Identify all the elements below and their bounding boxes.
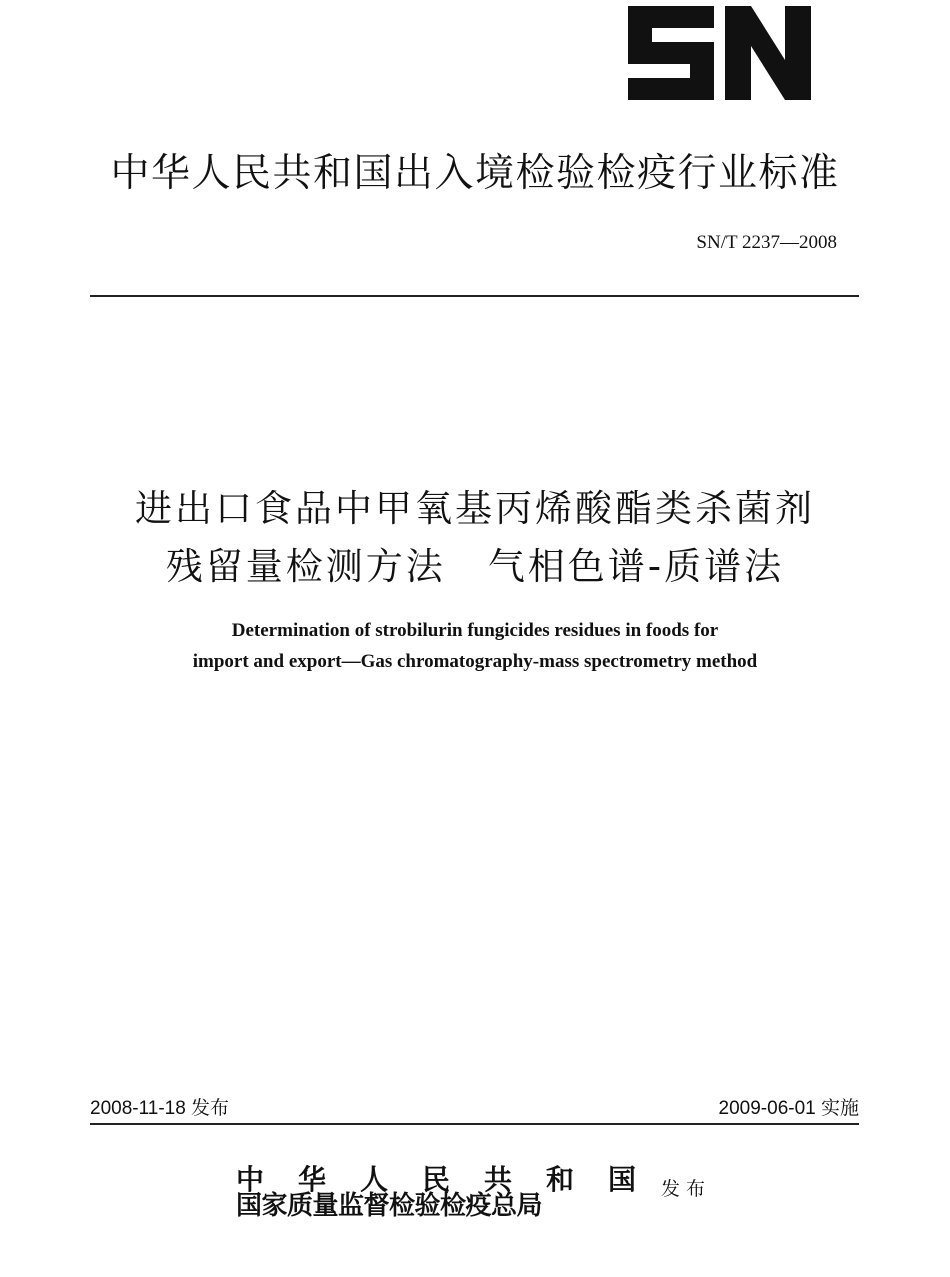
industry-standard-title: 中华人民共和国出入境检验检疫行业标准: [110, 151, 840, 196]
sn-logo: [628, 6, 811, 100]
title-cn-line2: [0, 536, 950, 590]
issuer-line2: 国家质量监督检验检疫总局: [236, 1191, 543, 1221]
title-cn-line1: 进出口食品中甲氧基丙烯酸酯类杀菌剂: [135, 487, 815, 530]
effective-date: 2009-06-01 实施: [718, 1098, 859, 1119]
issuer-line1: 中华人民共和国: [236, 1163, 636, 1196]
title-en-line2: import and export—Gas chromatography-mass spectrometry method: [192, 651, 758, 672]
top-divider: [90, 295, 859, 297]
standard-code: SN/T 2237—2008: [696, 232, 837, 253]
title-cn-line2-part1: 残留量检测方法: [165, 545, 446, 588]
publish-label: 发布: [661, 1178, 712, 1200]
issue-date: 2008-11-18 发布: [90, 1098, 230, 1119]
bottom-divider: [90, 1123, 859, 1125]
title-cn-line2-part2: 气相色谱-质谱法: [487, 545, 785, 588]
title-en-line1: Determination of strobilurin fungicides residues in foods for: [231, 620, 719, 641]
